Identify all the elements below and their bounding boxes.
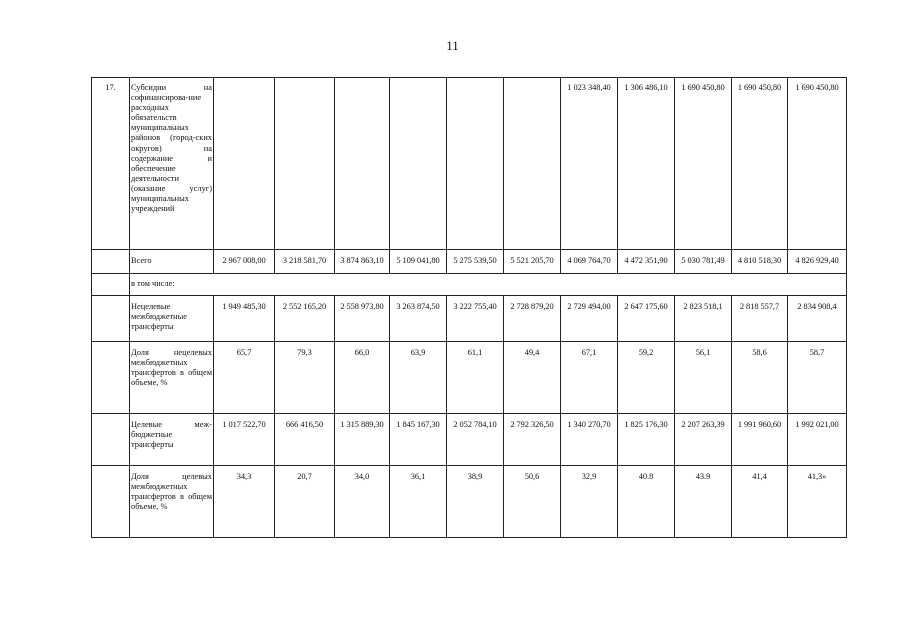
value-cell [275,78,335,250]
table-row-nontarget [92,296,847,342]
value-cell: 43.9 [675,466,732,538]
value-cell: 66,0 [335,342,390,414]
value-cell: 40.8 [618,466,675,538]
value-cell: 3 218 581,70 [275,250,335,274]
value-cell: 2 834 908,4 [788,296,847,342]
value-cell [214,78,275,250]
value-cell: 1 023 348,40 [561,78,618,250]
value-cell: 1 690 450,80 [788,78,847,250]
value-cell: 2 792 326,50 [504,414,561,466]
value-cell [504,78,561,250]
value-cell: 56,1 [675,342,732,414]
value-cell: 1 845 167,30 [390,414,447,466]
value-cell: 4 810 518,30 [732,250,788,274]
row-label-cell: Доля целевых межбюджетных трансфертов в общем объеме, % [130,466,214,538]
value-cell: 1 690 450,80 [675,78,732,250]
value-cell: 3 222 755,40 [447,296,504,342]
value-cell: 67,1 [561,342,618,414]
value-cell: 1 825 176,30 [618,414,675,466]
table-row-nontarget-share [92,342,847,414]
row-number-cell [92,250,130,274]
row-number-cell [92,274,130,296]
table-row-target-share [92,466,847,538]
table-row-subsidy [92,78,847,250]
row-label-cell: Нецелевые межбюджетные трансферты [130,296,214,342]
value-cell: 41,3» [788,466,847,538]
value-cell: 4 826 929,40 [788,250,847,274]
value-cell: 61,1 [447,342,504,414]
value-cell: 2 552 165,20 [275,296,335,342]
value-cell: 58,7 [788,342,847,414]
table-row-total [92,250,847,274]
value-cell: 2 823 518,1 [675,296,732,342]
value-cell: 2 818 557,7 [732,296,788,342]
value-cell: 65,7 [214,342,275,414]
value-cell: 5 275 539,50 [447,250,504,274]
value-cell: 2 967 008,00 [214,250,275,274]
value-cell: 49,4 [504,342,561,414]
value-cell [335,78,390,250]
row-number-cell [92,342,130,414]
row-label-cell: Доля нецелевых межбюджетных трансфертов в общем объеме, % [130,342,214,414]
value-cell: 2 052 784,10 [447,414,504,466]
value-cell: 1 306 486,10 [618,78,675,250]
value-cell: 1 017 522,70 [214,414,275,466]
table-row-target [92,414,847,466]
value-cell: 32,9 [561,466,618,538]
value-cell: 5 109 041,80 [390,250,447,274]
value-cell: 2 729 494,00 [561,296,618,342]
value-cell: 1 992 021,00 [788,414,847,466]
value-cell: 2 558 973,80 [335,296,390,342]
value-cell: 63,9 [390,342,447,414]
value-cell: 3 263 874,50 [390,296,447,342]
value-cell [447,78,504,250]
value-cell: 34,3 [214,466,275,538]
row-number-cell [92,466,130,538]
value-cell [390,78,447,250]
value-cell: 2 728 879,20 [504,296,561,342]
value-cell: 58,6 [732,342,788,414]
budget-table-body [92,78,847,538]
row-number-cell [92,296,130,342]
value-cell: 50,6 [504,466,561,538]
value-cell: 1 315 889,30 [335,414,390,466]
row-label-cell: в том числе: [130,274,847,296]
row-label-cell: Целевые меж-бюджетные трансферты [130,414,214,466]
budget-table [91,77,847,538]
row-number-cell: 17. [92,78,130,250]
value-cell: 79,3 [275,342,335,414]
value-cell: 1 690 450,80 [732,78,788,250]
value-cell: 34,0 [335,466,390,538]
value-cell: 1 991 960,60 [732,414,788,466]
value-cell: 41,4 [732,466,788,538]
value-cell: 20,7 [275,466,335,538]
value-cell: 1 949 485,30 [214,296,275,342]
value-cell: 38,9 [447,466,504,538]
value-cell: 3 874 863,10 [335,250,390,274]
value-cell: 666 416,50 [275,414,335,466]
value-cell: 1 340 270,70 [561,414,618,466]
value-cell: 2 647 175,60 [618,296,675,342]
table-row-including [92,274,847,296]
value-cell: 59,2 [618,342,675,414]
page-number: 11 [446,38,459,53]
value-cell: 4 069 764,70 [561,250,618,274]
row-label-cell: Всего [130,250,214,274]
value-cell: 2 207 263,39 [675,414,732,466]
row-label-cell: Субсидии на софинансирова-ние расходных обязательств муниципальных районов (город-ских округов) на содержание и обеспечение деятельности (оказание услуг) муниципальных учреждений [130,78,214,250]
row-number-cell [92,414,130,466]
value-cell: 36,1 [390,466,447,538]
value-cell: 5 521 205,70 [504,250,561,274]
value-cell: 5 030 781,49 [675,250,732,274]
value-cell: 4 472 351,90 [618,250,675,274]
